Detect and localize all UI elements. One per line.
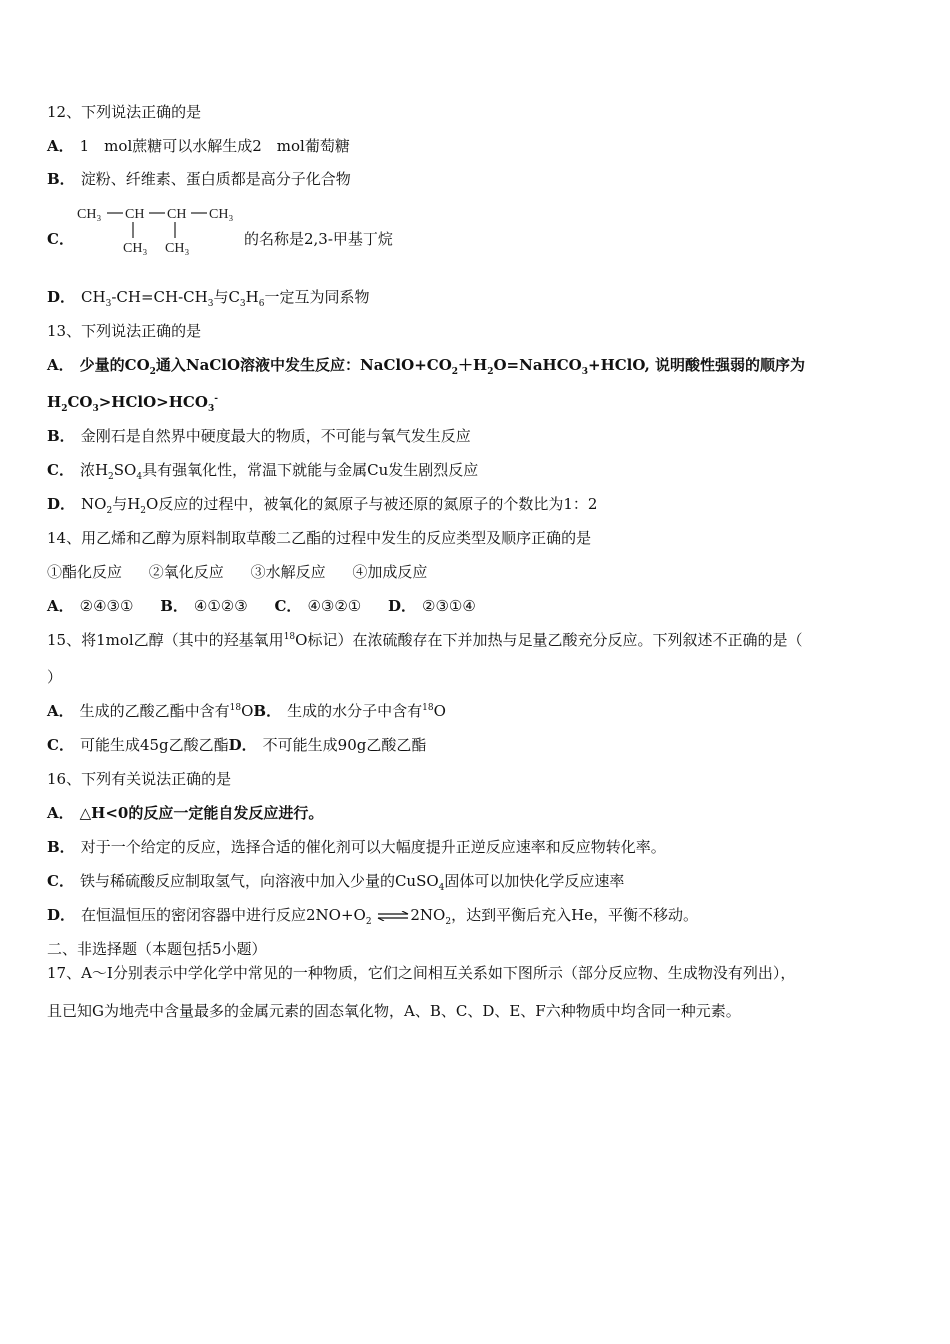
struct-ch-1: CH	[125, 207, 145, 222]
q16-option-c: C． 铁与稀硫酸反应制取氢气，向溶液中加入少量的CuSO$_4$固体可以加快化学反应速率	[47, 872, 625, 893]
q13-option-c: C． 浓$H_2SO_4$具有强氧化性，常温下就能与金属Cu发生剧烈反应	[47, 461, 479, 482]
q17-line-1: 17、A～I分别表示中学化学中常见的一种物质，它们之间相互关系如下图所示（部分反应物、生成物没有列出），	[47, 964, 796, 982]
struct-ch3-branch-1: CH₃	[123, 241, 148, 256]
q14-items: ①酯化反应 ②氧化反应 ③水解反应 ④加成反应	[47, 563, 428, 581]
equilibrium-arrow-icon	[376, 911, 410, 921]
q12-stem: 12、下列说法正确的是	[47, 103, 202, 121]
q13-option-a-line2: $H_2CO_3>HClO>HCO_3^-$	[47, 393, 218, 414]
q14-options: A． ②④③① B． ④①②③ C． ④③②① D． ②③①④	[47, 597, 476, 615]
q16-option-d: D． 在恒温恒压的密闭容器中进行反应$2NO+O_2$ $2NO_2$，达到平衡后充入He，平衡不移动。	[47, 906, 699, 927]
q12-option-d: D． $CH_3-CH=CH-CH_3$与$C_3H_6$一定互为同系物	[47, 288, 370, 309]
q14-stem: 14、用乙烯和乙醇为原料制取草酸二乙酯的过程中发生的反应类型及顺序正确的是	[47, 529, 592, 547]
q16-stem: 16、下列有关说法正确的是	[47, 770, 232, 788]
q12-option-c-text: 的名称是2,3-甲基丁烷	[244, 230, 393, 248]
q16-option-b: B． 对于一个给定的反应，选择合适的催化剂可以大幅度提升正逆反应速率和反应物转化率。	[47, 838, 666, 856]
q16-option-a: A． △H<0的反应一定能自发反应进行。	[47, 804, 324, 822]
q15-options-ab: A． 生成的乙酸乙酯中含有$^{18}$OB． 生成的水分子中含有$^{18}$O	[47, 702, 446, 720]
section-2-heading: 二、非选择题（本题包括5小题）	[47, 940, 267, 958]
q13-option-b: B． 金刚石是自然界中硬度最大的物质，不可能与氧气发生反应	[47, 427, 471, 445]
q17-line-2: 且已知G为地壳中含量最多的金属元素的固态氧化物，A、B、C、D、E、F六种物质中均含同一种元素。	[47, 1002, 741, 1020]
q15-stem: 15、将1mol乙醇（其中的羟基氧用$^{18}$O标记）在浓硫酸存在下并加热与足量乙酸充分反应。下列叙述不正确的是（	[47, 631, 803, 649]
q12-option-a: A． 1 mol蔗糖可以水解生成2 mol葡萄糖	[47, 137, 350, 155]
q12-option-c: C．	[47, 230, 74, 248]
q13-option-d: D． $NO_2$与$H_2O$反应的过程中，被氧化的氮原子与被还原的氮原子的个数比为1：2	[47, 495, 598, 516]
struct-ch3-branch-2: CH₃	[165, 241, 190, 256]
q13-stem: 13、下列说法正确的是	[47, 322, 202, 340]
q12-option-b: B． 淀粉、纤维素、蛋白质都是高分子化合物	[47, 170, 351, 188]
q15-stem-end: ）	[47, 668, 63, 686]
struct-ch-2: CH	[167, 207, 187, 222]
q13-option-a: A． 少量的$CO_2$通入NaClO溶液中发生反应：$NaClO+CO_2+H_2O=NaHCO_3+HClO$, 说明酸性强弱的顺序为	[47, 356, 806, 377]
struct-ch3-right: CH₃	[209, 207, 234, 222]
q15-options-cd: C． 可能生成45g乙酸乙酯D． 不可能生成90g乙酸乙酯	[47, 736, 427, 754]
struct-ch3-left: CH₃	[77, 207, 102, 222]
structure-formula	[75, 200, 245, 262]
